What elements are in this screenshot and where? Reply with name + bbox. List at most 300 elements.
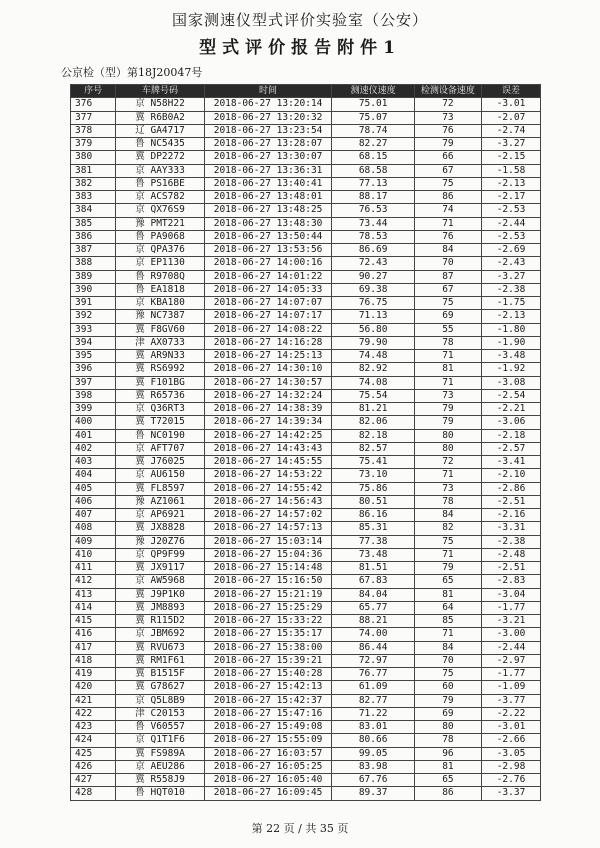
table-row [71,257,541,270]
plate-number: 京 QP9F99 [116,548,204,561]
measured-speed: 89.37 [332,787,414,800]
measured-speed: 74.00 [332,628,414,641]
reference-speed: 67 [414,164,481,177]
measured-speed: 83.98 [332,760,414,773]
plate-number: 京 QX76S9 [116,204,204,217]
speed-error: -2.17 [482,191,541,204]
reference-speed: 81 [414,363,481,376]
speed-error: -2.83 [482,575,541,588]
speed-error: -2.44 [482,217,541,230]
speed-error: -3.00 [482,628,541,641]
timestamp: 2018-06-27 14:55:42 [204,482,332,495]
timestamp: 2018-06-27 14:05:33 [204,283,332,296]
plate-number: 京 AFT707 [116,442,204,455]
plate-number: 冀 FS989A [116,747,204,760]
timestamp: 2018-06-27 15:40:28 [204,668,332,681]
plate-number: 京 Q36RT3 [116,403,204,416]
table-row [71,138,541,151]
lab-title: 国家测速仪型式评价实验室（公安） [171,11,428,29]
plate-number: 冀 FL8597 [116,482,204,495]
reference-speed: 84 [414,641,481,654]
plate-number: 冀 R6B0A2 [116,111,204,124]
table-row [71,628,541,641]
measured-speed: 75.01 [332,98,414,111]
measured-speed: 76.75 [332,297,414,310]
reference-speed: 82 [414,522,481,535]
measured-speed: 75.54 [332,389,414,402]
reference-speed: 71 [414,469,481,482]
plate-number: 辽 GA4717 [116,124,204,137]
row-number: 395 [71,350,116,363]
plate-number: 京 KBA180 [116,297,204,310]
timestamp: 2018-06-27 15:42:13 [204,681,332,694]
row-number: 423 [71,721,116,734]
plate-number: 冀 R558J9 [116,774,204,787]
speed-error: -2.97 [482,654,541,667]
timestamp: 2018-06-27 16:05:40 [204,774,332,787]
table-row [71,482,541,495]
table-row [71,734,541,747]
reference-speed: 84 [414,244,481,257]
plate-number: 京 JBM692 [116,628,204,641]
table-row [71,588,541,601]
row-number: 426 [71,760,116,773]
table-header-row [71,85,541,98]
column-header: 检测设备速度 [414,85,481,98]
timestamp: 2018-06-27 14:57:02 [204,509,332,522]
reference-speed: 60 [414,681,481,694]
measured-speed: 68.15 [332,151,414,164]
measured-speed: 74.08 [332,376,414,389]
table-row [71,429,541,442]
reference-speed: 76 [414,230,481,243]
speed-error: -1.92 [482,363,541,376]
measured-speed: 72.97 [332,654,414,667]
plate-number: 鲁 V60557 [116,721,204,734]
timestamp: 2018-06-27 13:48:25 [204,204,332,217]
row-number: 401 [71,429,116,442]
plate-number: 冀 R115D2 [116,615,204,628]
row-number: 415 [71,615,116,628]
row-number: 416 [71,628,116,641]
measured-speed: 82.57 [332,442,414,455]
row-number: 417 [71,641,116,654]
row-number: 394 [71,336,116,349]
measured-speed: 69.38 [332,283,414,296]
measured-speed: 76.53 [332,204,414,217]
timestamp: 2018-06-27 14:56:43 [204,495,332,508]
measured-speed: 86.44 [332,641,414,654]
plate-number: 冀 F101BG [116,376,204,389]
speed-error: -2.51 [482,495,541,508]
timestamp: 2018-06-27 16:09:45 [204,787,332,800]
timestamp: 2018-06-27 15:16:50 [204,575,332,588]
measured-speed: 77.38 [332,535,414,548]
measured-speed: 83.01 [332,721,414,734]
table-row [71,310,541,323]
row-number: 379 [71,138,116,151]
plate-number: 豫 J20Z76 [116,535,204,548]
timestamp: 2018-06-27 13:36:31 [204,164,332,177]
measured-speed: 67.76 [332,774,414,787]
table-row [71,668,541,681]
row-number: 424 [71,734,116,747]
speed-error: -2.43 [482,257,541,270]
row-number: 387 [71,244,116,257]
speed-error: -3.04 [482,588,541,601]
plate-number: 鲁 PA9068 [116,230,204,243]
measured-speed: 73.48 [332,548,414,561]
table-row [71,548,541,561]
table-row [71,416,541,429]
reference-speed: 73 [414,111,481,124]
timestamp: 2018-06-27 14:00:16 [204,257,332,270]
timestamp: 2018-06-27 15:39:21 [204,654,332,667]
plate-number: 京 ACS782 [116,191,204,204]
plate-number: 津 C20153 [116,707,204,720]
speed-error: -3.77 [482,694,541,707]
measured-speed: 73.44 [332,217,414,230]
reference-speed: 80 [414,429,481,442]
row-number: 391 [71,297,116,310]
speed-error: -2.13 [482,310,541,323]
table-row [71,111,541,124]
plate-number: 豫 NC7387 [116,310,204,323]
reference-speed: 71 [414,217,481,230]
speed-error: -1.77 [482,601,541,614]
timestamp: 2018-06-27 14:53:22 [204,469,332,482]
speed-error: -3.31 [482,522,541,535]
row-number: 404 [71,469,116,482]
measured-speed: 76.77 [332,668,414,681]
column-header: 序号 [71,85,116,98]
timestamp: 2018-06-27 13:30:07 [204,151,332,164]
table-row [71,297,541,310]
plate-number: 豫 PMT221 [116,217,204,230]
row-number: 381 [71,164,116,177]
measured-speed: 81.51 [332,562,414,575]
reference-speed: 96 [414,747,481,760]
timestamp: 2018-06-27 14:43:43 [204,442,332,455]
plate-number: 京 AW5968 [116,575,204,588]
row-number: 408 [71,522,116,535]
measured-speed: 65.77 [332,601,414,614]
table-row [71,164,541,177]
timestamp: 2018-06-27 13:48:01 [204,191,332,204]
speed-error: -3.01 [482,721,541,734]
reference-speed: 74 [414,204,481,217]
measured-speed: 71.22 [332,707,414,720]
measured-speed: 67.83 [332,575,414,588]
measured-speed: 82.06 [332,416,414,429]
column-header: 车牌号码 [116,85,204,98]
row-number: 419 [71,668,116,681]
reference-speed: 71 [414,376,481,389]
table-row [71,522,541,535]
speed-error: -3.41 [482,456,541,469]
measured-speed: 78.74 [332,124,414,137]
speed-error: -2.10 [482,469,541,482]
plate-number: 鲁 NC5435 [116,138,204,151]
timestamp: 2018-06-27 15:38:00 [204,641,332,654]
row-number: 428 [71,787,116,800]
measured-speed: 86.16 [332,509,414,522]
table-row [71,509,541,522]
timestamp: 2018-06-27 14:30:10 [204,363,332,376]
row-number: 403 [71,456,116,469]
reference-speed: 78 [414,734,481,747]
plate-number: 京 AP6921 [116,509,204,522]
row-number: 382 [71,177,116,190]
measured-speed: 82.92 [332,363,414,376]
measured-speed: 73.10 [332,469,414,482]
timestamp: 2018-06-27 15:25:29 [204,601,332,614]
table-row [71,244,541,257]
reference-speed: 70 [414,257,481,270]
reference-speed: 79 [414,416,481,429]
table-row [71,535,541,548]
reference-speed: 75 [414,177,481,190]
timestamp: 2018-06-27 15:42:37 [204,694,332,707]
table-row [71,456,541,469]
measured-speed: 84.04 [332,588,414,601]
table-row [71,681,541,694]
row-number: 407 [71,509,116,522]
speed-error: -2.15 [482,151,541,164]
plate-number: 冀 J76025 [116,456,204,469]
row-number: 405 [71,482,116,495]
row-number: 384 [71,204,116,217]
table-row [71,774,541,787]
plate-number: 冀 JX8828 [116,522,204,535]
table-row [71,654,541,667]
row-number: 380 [71,151,116,164]
timestamp: 2018-06-27 15:04:36 [204,548,332,561]
measured-speed: 74.48 [332,350,414,363]
report-title: 型式评价报告附件1 [199,38,401,58]
reference-speed: 79 [414,694,481,707]
timestamp: 2018-06-27 14:30:57 [204,376,332,389]
speed-error: -2.53 [482,204,541,217]
measured-speed: 75.41 [332,456,414,469]
timestamp: 2018-06-27 15:03:14 [204,535,332,548]
table-row [71,124,541,137]
timestamp: 2018-06-27 13:28:07 [204,138,332,151]
row-number: 418 [71,654,116,667]
timestamp: 2018-06-27 14:01:22 [204,270,332,283]
measured-speed: 78.53 [332,230,414,243]
table-row [71,283,541,296]
row-number: 411 [71,562,116,575]
row-number: 413 [71,588,116,601]
speed-error: -2.13 [482,177,541,190]
row-number: 414 [71,601,116,614]
speed-error: -3.06 [482,416,541,429]
row-number: 393 [71,323,116,336]
row-number: 402 [71,442,116,455]
row-number: 406 [71,495,116,508]
speed-error: -2.38 [482,535,541,548]
table-row [71,601,541,614]
plate-number: 京 N58H22 [116,98,204,111]
timestamp: 2018-06-27 14:45:55 [204,456,332,469]
speed-error: -2.57 [482,442,541,455]
row-number: 388 [71,257,116,270]
speed-error: -2.48 [482,548,541,561]
speed-error: -1.09 [482,681,541,694]
timestamp: 2018-06-27 13:23:54 [204,124,332,137]
reference-speed: 79 [414,403,481,416]
timestamp: 2018-06-27 13:48:30 [204,217,332,230]
speed-error: -3.48 [482,350,541,363]
table-row [71,323,541,336]
plate-number: 冀 JM8893 [116,601,204,614]
speed-error: -3.01 [482,98,541,111]
row-number: 427 [71,774,116,787]
table-row [71,217,541,230]
reference-speed: 72 [414,98,481,111]
plate-number: 京 QPA376 [116,244,204,257]
timestamp: 2018-06-27 15:33:22 [204,615,332,628]
speed-error: -2.22 [482,707,541,720]
measured-speed: 86.69 [332,244,414,257]
table-row [71,98,541,111]
measured-speed: 77.13 [332,177,414,190]
measured-speed: 71.13 [332,310,414,323]
speed-error: -2.74 [482,124,541,137]
table-row [71,562,541,575]
plate-number: 冀 J9P1K0 [116,588,204,601]
plate-number: 京 AEU286 [116,760,204,773]
timestamp: 2018-06-27 13:20:32 [204,111,332,124]
plate-number: 京 EP1130 [116,257,204,270]
measured-speed: 75.07 [332,111,414,124]
reference-speed: 69 [414,310,481,323]
reference-speed: 79 [414,562,481,575]
table-row [71,747,541,760]
column-header: 时间 [204,85,332,98]
reference-speed: 72 [414,456,481,469]
plate-number: 京 AAY333 [116,164,204,177]
timestamp: 2018-06-27 14:07:17 [204,310,332,323]
timestamp: 2018-06-27 15:21:19 [204,588,332,601]
table-row [71,177,541,190]
table-row [71,760,541,773]
row-number: 386 [71,230,116,243]
speed-error: -2.07 [482,111,541,124]
speed-error: -1.75 [482,297,541,310]
speed-error: -2.16 [482,509,541,522]
table-row [71,376,541,389]
speed-error: -2.76 [482,774,541,787]
measured-speed: 72.43 [332,257,414,270]
measured-speed: 61.09 [332,681,414,694]
plate-number: 冀 R65736 [116,389,204,402]
reference-speed: 70 [414,654,481,667]
speed-error: -1.80 [482,323,541,336]
reference-speed: 78 [414,495,481,508]
speed-error: -1.77 [482,668,541,681]
timestamp: 2018-06-27 14:08:22 [204,323,332,336]
plate-number: 鲁 PS16BE [116,177,204,190]
speed-error: -3.27 [482,270,541,283]
row-number: 396 [71,363,116,376]
speed-error: -2.54 [482,389,541,402]
page-footer: 第 22 页 / 共 35 页 [251,822,349,835]
speed-error: -3.37 [482,787,541,800]
reference-speed: 65 [414,575,481,588]
reference-speed: 71 [414,628,481,641]
table-row [71,495,541,508]
row-number: 397 [71,376,116,389]
row-number: 420 [71,681,116,694]
speed-error: -2.66 [482,734,541,747]
timestamp: 2018-06-27 13:40:41 [204,177,332,190]
timestamp: 2018-06-27 13:50:44 [204,230,332,243]
reference-speed: 86 [414,191,481,204]
measured-speed: 90.27 [332,270,414,283]
plate-number: 京 Q1T1F6 [116,734,204,747]
plate-number: 冀 AR9N33 [116,350,204,363]
table-body [71,98,541,800]
plate-number: 冀 G78627 [116,681,204,694]
table-row [71,191,541,204]
reference-speed: 80 [414,721,481,734]
column-header: 误差 [482,85,541,98]
speed-error: -3.27 [482,138,541,151]
measured-speed: 81.21 [332,403,414,416]
speed-error: -2.53 [482,230,541,243]
plate-number: 冀 RVU673 [116,641,204,654]
reference-speed: 73 [414,389,481,402]
reference-speed: 71 [414,548,481,561]
measured-speed: 80.66 [332,734,414,747]
timestamp: 2018-06-27 14:16:28 [204,336,332,349]
timestamp: 2018-06-27 14:57:13 [204,522,332,535]
speed-error: -2.18 [482,429,541,442]
row-number: 376 [71,98,116,111]
measured-speed: 85.31 [332,522,414,535]
speed-error: -2.21 [482,403,541,416]
speed-error: -3.21 [482,615,541,628]
reference-speed: 85 [414,615,481,628]
reference-speed: 64 [414,601,481,614]
timestamp: 2018-06-27 13:53:56 [204,244,332,257]
table-row [71,204,541,217]
row-number: 392 [71,310,116,323]
row-number: 422 [71,707,116,720]
row-number: 412 [71,575,116,588]
measured-speed: 68.58 [332,164,414,177]
row-number: 421 [71,694,116,707]
speed-error: -3.08 [482,376,541,389]
speed-error: -2.86 [482,482,541,495]
plate-number: 鲁 EA1818 [116,283,204,296]
speed-error: -2.98 [482,760,541,773]
measured-speed: 99.05 [332,747,414,760]
plate-number: 冀 F8GV60 [116,323,204,336]
speed-error: -2.38 [482,283,541,296]
row-number: 385 [71,217,116,230]
reference-speed: 80 [414,442,481,455]
table-row [71,694,541,707]
measured-speed: 75.86 [332,482,414,495]
speed-error: -1.58 [482,164,541,177]
reference-speed: 55 [414,323,481,336]
plate-number: 京 AU6150 [116,469,204,482]
timestamp: 2018-06-27 15:35:17 [204,628,332,641]
reference-speed: 79 [414,138,481,151]
